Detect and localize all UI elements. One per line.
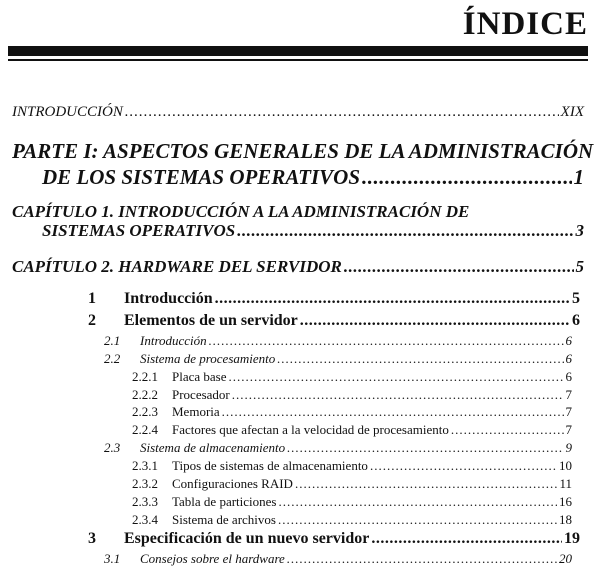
toc-entry-page: 16: [559, 494, 572, 509]
toc-entry-title: Introducción: [140, 333, 207, 348]
toc-entry-page: 5: [575, 257, 584, 276]
toc-entry-page: 3: [575, 221, 584, 240]
toc-entry-page: 11: [559, 476, 572, 491]
toc-entry-title: Sistema de procesamiento: [140, 351, 276, 366]
toc-chapter-title-line1[interactable]: CAPÍTULO 1. INTRODUCCIÓN A LA ADMINISTRACIÓN DE: [12, 202, 470, 221]
toc-entry-section[interactable]: [88, 312, 580, 330]
toc-entry-title: INTRODUCCIÓN: [12, 104, 123, 120]
toc-entry-page: 9: [565, 440, 572, 455]
toc-entry-page: 7: [565, 422, 572, 437]
toc-entry-title: Sistema de almacenamiento: [140, 440, 286, 455]
toc-entry-title: Memoria: [172, 404, 220, 419]
toc-entry-page: 10: [559, 458, 572, 473]
toc-leader: [222, 404, 564, 420]
toc-entry-title: Elementos de un servidor: [124, 312, 298, 329]
toc-part-title-line1[interactable]: PARTE I: ASPECTOS GENERALES DE LA ADMINISTRACIÓN: [12, 139, 594, 163]
toc-entry-title: SISTEMAS OPERATIVOS: [42, 221, 236, 240]
toc-entry-section[interactable]: [88, 290, 580, 308]
toc-entry-introduccion[interactable]: [12, 104, 584, 121]
toc-entry-subsubsection[interactable]: [132, 494, 572, 510]
toc-entry-subsubsection[interactable]: [132, 476, 572, 492]
toc-leader: [371, 530, 562, 548]
toc-entry-page: 6: [565, 369, 572, 384]
toc-entry-number: 2.2: [104, 351, 121, 366]
toc-entry-number: 2.2.1: [132, 369, 158, 384]
toc-entry-number: 2.3.4: [132, 512, 158, 527]
toc-entry-page: 19: [564, 530, 580, 547]
page-title: ÍNDICE: [462, 6, 588, 42]
toc-entry-title: Tabla de particiones: [172, 494, 277, 509]
toc-leader: [209, 333, 564, 349]
toc-entry-page: 1: [573, 165, 584, 189]
toc-entry-number: 2.2.2: [132, 387, 158, 402]
toc-entry-number: 2.1: [104, 333, 121, 348]
toc-entry-chapter-2[interactable]: [12, 257, 584, 277]
toc-entry-title: Procesador: [172, 387, 230, 402]
toc-entry-page: 6: [572, 312, 580, 329]
toc-entry-number: 3.1: [104, 551, 121, 566]
toc-entry-page: 6: [565, 333, 572, 348]
toc-entry-title: Consejos sobre el hardware: [140, 551, 285, 566]
toc-leader: [287, 440, 563, 456]
toc-entry-page: 6: [565, 351, 572, 366]
toc-entry-title: Introducción: [124, 290, 213, 307]
toc-leader: [232, 387, 564, 403]
toc-leader: [229, 369, 564, 385]
toc-entry-chapter-1[interactable]: [42, 221, 584, 241]
toc-leader: [278, 512, 557, 528]
toc-entry-number: 2.3.2: [132, 476, 158, 491]
toc-leader: [277, 351, 563, 367]
toc-leader: [125, 104, 559, 121]
toc-entry-number: 2.3: [104, 440, 121, 455]
toc-leader: [451, 422, 564, 438]
toc-entry-title: Tipos de sistemas de almacenamiento: [172, 458, 368, 473]
toc-entry-subsubsection[interactable]: [132, 512, 572, 528]
toc-entry-subsubsection[interactable]: [132, 422, 572, 438]
toc-leader: [362, 165, 571, 190]
toc-entry-page: XIX: [560, 104, 584, 120]
toc-entry-subsubsection[interactable]: [132, 458, 572, 474]
toc-entry-number: 1: [88, 290, 96, 307]
toc-leader: [300, 312, 570, 330]
toc-entry-number: 2: [88, 312, 96, 329]
toc-entry-subsubsection[interactable]: [132, 387, 572, 403]
toc-entry-page: 20: [559, 551, 572, 566]
toc-entry-subsubsection[interactable]: [132, 369, 572, 385]
toc-leader: [237, 221, 573, 241]
toc-entry-subsubsection[interactable]: [132, 404, 572, 420]
toc-entry-number: 2.2.4: [132, 422, 158, 437]
toc-leader: [344, 257, 574, 277]
toc-entry-title: CAPÍTULO 2. HARDWARE DEL SERVIDOR: [12, 257, 342, 276]
toc-entry-title: Factores que afectan a la velocidad de procesamiento: [172, 422, 449, 437]
toc-entry-part-1[interactable]: [42, 165, 584, 190]
toc-entry-title: Configuraciones RAID: [172, 476, 293, 491]
toc-entry-page: 7: [565, 404, 572, 419]
toc-entry-title: Placa base: [172, 369, 227, 384]
toc-entry-title: Sistema de archivos: [172, 512, 276, 527]
toc-entry-number: 2.3.3: [132, 494, 158, 509]
toc-leader: [295, 476, 558, 492]
toc-leader: [279, 494, 558, 510]
toc-entry-subsection[interactable]: [104, 551, 572, 567]
toc-entry-title: DE LOS SISTEMAS OPERATIVOS: [42, 165, 361, 189]
toc-entry-number: 3: [88, 530, 96, 547]
toc-entry-subsection[interactable]: [104, 333, 572, 349]
toc-leader: [370, 458, 557, 474]
toc-entry-number: 2.2.3: [132, 404, 158, 419]
toc-entry-page: 7: [565, 387, 572, 402]
toc-entry-section[interactable]: [88, 530, 580, 548]
toc-entry-number: 2.3.1: [132, 458, 158, 473]
toc-leader: [287, 551, 557, 567]
toc-entry-subsection[interactable]: [104, 351, 572, 367]
toc-entry-title: Especificación de un nuevo servidor: [124, 530, 370, 547]
toc-entry-subsection[interactable]: [104, 440, 572, 456]
toc-leader: [215, 290, 570, 308]
toc-entry-page: 5: [572, 290, 580, 307]
toc-entry-page: 18: [559, 512, 572, 527]
